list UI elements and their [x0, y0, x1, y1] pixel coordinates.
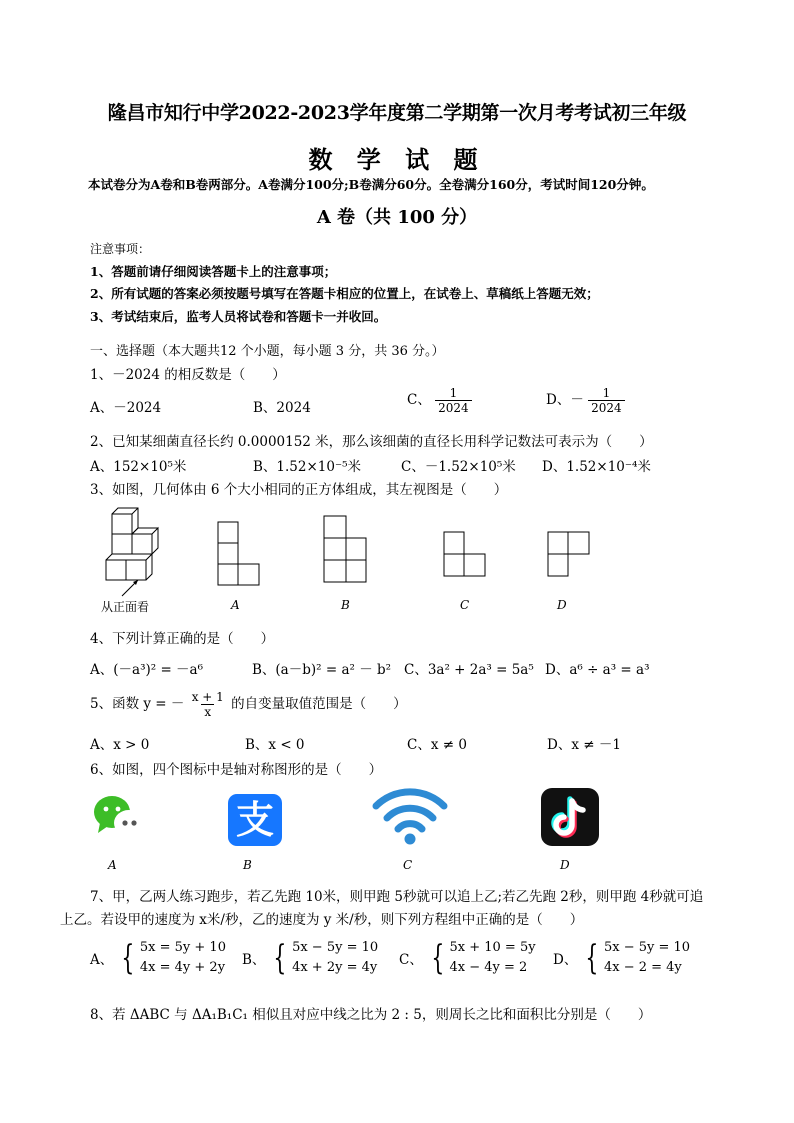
q4-stem: 4、下列计算正确的是（ ） [90, 631, 275, 647]
q6-label-b: B [243, 858, 252, 872]
q2-option-c: C、－1.52×10⁵米 [401, 459, 516, 475]
q3-option-c-view [442, 530, 488, 578]
wifi-icon [370, 784, 450, 846]
q6-stem: 6、如图，四个图标中是轴对称图形的是（ ） [90, 762, 383, 778]
q3-label-c: C [460, 598, 470, 612]
q1-d-fraction [588, 386, 625, 415]
q5-option-b: B、x < 0 [245, 737, 305, 753]
q5-option-a: A、x > 0 [90, 737, 150, 753]
q7-b-system [242, 938, 378, 978]
tiktok-icon [540, 787, 600, 847]
brace-icon: { [121, 938, 135, 978]
q7-line-1: 7、甲，乙两人练习跑步，若乙先跑 10米，则甲跑 5秒就可以追上乙;若乙先跑 2秒，则甲跑 4秒就可追 [90, 889, 704, 905]
q1-d-prefix: D、－ [546, 392, 584, 408]
q3-option-b-view [322, 514, 368, 584]
q7-c-label: C、 [399, 952, 423, 968]
q1-d-numerator: 1 [602, 386, 611, 400]
q1-c-fraction [435, 386, 472, 415]
exam-description: 本试卷分为A卷和B卷两部分。A卷满分100分;B卷满分60分。全卷满分160分，考试时间120分钟。 [88, 177, 654, 192]
q3-option-d-view [546, 530, 592, 578]
q7-b-eq1: 5x − 5y = 10 [292, 940, 379, 955]
q6-label-c: C [403, 858, 413, 872]
q5-numerator: x + 1 [191, 690, 224, 704]
exam-subtitle: 数 学 试 题 [308, 145, 486, 174]
section-heading: A 卷（共 100 分） [316, 207, 478, 228]
q7-d-eq2: 4x − 2 = 4y [603, 960, 682, 975]
q7-b-label: B、 [242, 952, 266, 968]
q1-c-denominator: 2024 [435, 400, 472, 415]
q2-option-b: B、1.52×10⁻⁵米 [253, 459, 362, 475]
q7-a-eq2: 4x = 4y + 2y [139, 960, 226, 975]
note-item-1: 1、答题前请仔细阅读答题卡上的注意事项； [90, 264, 337, 279]
q7-d-system [553, 938, 690, 978]
q4-option-a: A、(－a³)² = －a⁶ [90, 662, 204, 678]
q5-stem [90, 690, 407, 719]
notes-heading: 注意事项： [90, 242, 151, 256]
q7-option-d [553, 938, 690, 978]
q1-c-numerator: 1 [449, 386, 458, 400]
q7-option-b [242, 938, 378, 978]
q1-stem: 1、－2024 的相反数是（ ） [90, 367, 286, 383]
q2-option-a: A、152×10⁵米 [90, 459, 187, 475]
q3-figure-caption: 从正面看 [101, 600, 150, 614]
q7-d-label: D、 [553, 952, 578, 968]
q3-stem: 3、如图，几何体由 6 个大小相同的正方体组成，其左视图是（ ） [90, 482, 508, 498]
alipay-icon [228, 794, 282, 846]
q3-solid-figure [100, 498, 170, 598]
q5-denominator: x [201, 704, 214, 719]
brace-icon: { [585, 938, 599, 978]
q5-option-c: C、x ≠ 0 [407, 737, 467, 753]
q4-option-b: B、(a－b)² = a² － b² [252, 662, 392, 678]
q3-label-b: B [341, 598, 350, 612]
q7-a-label: A、 [90, 952, 114, 968]
q7-b-eq2: 4x + 2y = 4y [292, 960, 378, 975]
part1-heading: 一、选择题（本大题共12 个小题，每小题 3 分，共 36 分。） [90, 344, 445, 359]
q7-c-eq1: 5x + 10 = 5y [449, 940, 536, 955]
q2-stem: 2、已知某细菌直径长约 0.0000152 米，那么该细菌的直径长用科学记数法可表示为（ ） [90, 434, 653, 450]
q7-a-eq1: 5x = 5y + 10 [139, 940, 226, 955]
exam-title: 隆昌市知行中学2022-2023学年度第二学期第一次月考考试初三年级 [107, 102, 687, 124]
note-item-2: 2、所有试题的答案必须按题号填写在答题卡相应的位置上，在试卷上、草稿纸上答题无效； [90, 286, 599, 301]
q6-label-d: D [560, 858, 570, 872]
q4-option-c: C、3a² + 2a³ = 5a⁵ [404, 662, 534, 678]
q1-c-prefix: C、 [407, 392, 431, 408]
q7-option-a [90, 938, 226, 978]
q7-a-system [90, 938, 226, 978]
q7-option-c [399, 938, 536, 978]
brace-icon: { [431, 938, 445, 978]
q1-option-d [546, 386, 625, 415]
q7-c-eq2: 4x − 4y = 2 [449, 960, 528, 975]
q4-option-d: D、a⁶ ÷ a³ = a³ [545, 662, 650, 678]
q5-stem-post: 的自变量取值范围是（ ） [231, 696, 407, 712]
brace-icon: { [273, 938, 287, 978]
q5-option-d: D、x ≠ －1 [547, 737, 621, 753]
q1-option-c [407, 386, 472, 415]
q3-option-a-view [216, 520, 262, 586]
q7-line-2: 上乙。若设甲的速度为 x米/秒，乙的速度为 y 米/秒，则下列方程组中正确的是（ ） [60, 912, 584, 928]
q7-c-system [399, 938, 536, 978]
q6-label-a: A [108, 858, 117, 872]
q2-option-d: D、1.52×10⁻⁴米 [542, 459, 651, 475]
q3-label-a: A [231, 598, 240, 612]
q1-option-a: A、－2024 [90, 400, 162, 416]
q1-option-b: B、2024 [253, 400, 311, 416]
q7-d-eq1: 5x − 5y = 10 [603, 940, 691, 955]
q5-fraction [189, 690, 227, 719]
q3-label-d: D [557, 598, 567, 612]
note-item-3: 3、考试结束后，监考人员将试卷和答题卡一并收回。 [90, 309, 387, 324]
wechat-icon [92, 793, 150, 841]
q1-d-denominator: 2024 [588, 400, 625, 415]
alipay-glyph: 支 [235, 798, 274, 842]
q8-stem: 8、若 ΔABC 与 ΔA₁B₁C₁ 相似且对应中线之比为 2 : 5，则周长之比和面积比分别是（ ） [90, 1007, 652, 1023]
q5-stem-pre: 5、函数 y = － [90, 696, 185, 712]
